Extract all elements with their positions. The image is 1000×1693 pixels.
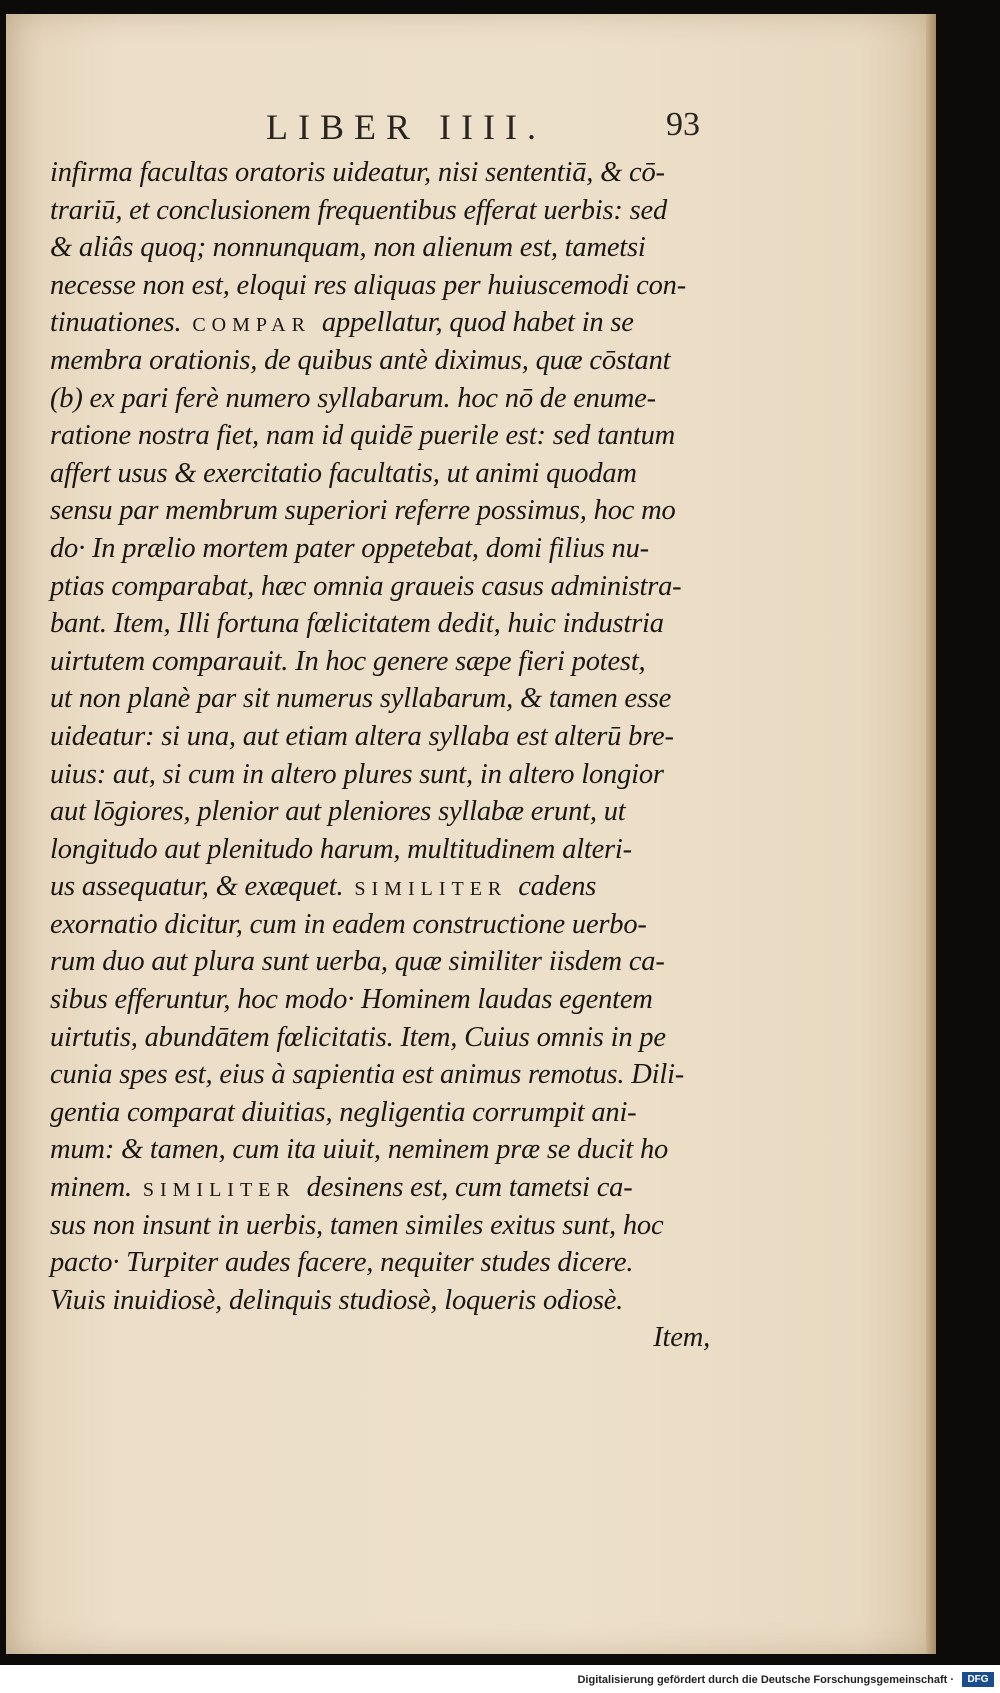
text-segment: pacto· Turpiter audes facere, nequiter studes dicere. <box>50 1247 634 1279</box>
text-segment: affert usus & exercitatio facultatis, ut animi quodam <box>50 457 637 489</box>
text-segment: ptias comparabat, hæc omnia graueis casus administra- <box>50 570 682 602</box>
text-segment: (b) ex pari ferè numero syllabarum. hoc nō de enume- <box>50 382 656 414</box>
small-caps-term: COMPAR <box>192 314 311 337</box>
text-segment: sus non insunt in uerbis, tamen similes exitus sunt, hoc <box>50 1209 664 1241</box>
text-segment: appellatur, quod habet in se <box>314 307 634 339</box>
text-segment: membra orationis, de quibus antè diximus, quæ cōstant <box>50 344 671 376</box>
text-line <box>50 1131 710 1169</box>
text-segment: uius: aut, si cum in altero plures sunt, in altero longior <box>50 758 664 790</box>
text-segment: tinuationes. <box>50 307 189 339</box>
catchword: Item, <box>653 1322 710 1354</box>
text-segment: do· In prælio mortem pater oppetebat, domi filius nu- <box>50 532 649 564</box>
text-line <box>50 605 710 643</box>
text-line <box>50 455 710 493</box>
text-line <box>50 831 710 869</box>
text-segment: rum duo aut plura sunt uerba, quæ similiter iisdem ca- <box>50 946 665 978</box>
text-segment: bant. Item, Illi fortuna fœlicitatem dedit, huic industria <box>50 608 664 640</box>
digitization-credit: Digitalisierung gefördert durch die Deutsche Forschungsgemeinschaft · <box>577 1674 954 1686</box>
text-line <box>50 981 710 1019</box>
text-segment: uirtutem comparauit. In hoc genere sæpe fieri potest, <box>50 645 646 677</box>
text-segment: us assequatur, & exæquet. <box>50 871 351 903</box>
text-line <box>50 906 710 944</box>
text-line <box>50 304 710 342</box>
text-segment: & aliâs quoq; nonnunquam, non alienum est, tametsi <box>50 232 646 264</box>
page-number: 93 <box>666 106 700 143</box>
text-line <box>50 530 710 568</box>
text-segment: uirtutis, abundātem fœlicitatis. Item, Cuius omnis in pe <box>50 1021 666 1053</box>
text-line <box>50 1169 710 1207</box>
text-line <box>50 718 710 756</box>
text-line <box>50 1056 710 1094</box>
text-segment: infirma facultas oratoris uideatur, nisi sententiā, & cō- <box>50 157 665 188</box>
dfg-logo: DFG <box>962 1672 994 1687</box>
text-segment: gentia comparat diuitias, negligentia corrumpit ani- <box>50 1096 637 1128</box>
text-line <box>50 417 710 455</box>
text-line <box>50 568 710 606</box>
small-caps-term: SIMILITER <box>354 878 508 901</box>
text-segment: minem. <box>50 1172 139 1204</box>
text-line <box>50 868 710 906</box>
text-segment: cunia spes est, eius à sapientia est animus remotus. Dili- <box>50 1059 685 1091</box>
text-line <box>50 943 710 981</box>
text-segment: sensu par membrum superiori referre possimus, hoc mo <box>50 495 676 527</box>
text-line <box>50 229 710 267</box>
text-segment: sibus efferuntur, hoc modo· Hominem laudas egentem <box>50 984 653 1016</box>
text-line <box>50 793 710 831</box>
text-segment: longitudo aut plenitudo harum, multitudinem alteri- <box>50 833 632 865</box>
book-title: LIBER IIII. <box>266 107 546 147</box>
page-edge <box>926 14 936 1654</box>
text-line <box>50 267 710 305</box>
text-line <box>50 1282 710 1320</box>
text-segment: uideatur: si una, aut etiam altera syllaba est alterū bre- <box>50 720 674 752</box>
text-segment: exornatio dicitur, cum in eadem constructione uerbo- <box>50 908 647 940</box>
text-segment: ut non planè par sit numerus syllabarum, & tamen esse <box>50 683 672 715</box>
text-line <box>50 154 710 192</box>
text-segment: cadens <box>511 871 597 903</box>
text-line <box>50 1094 710 1132</box>
text-line <box>50 643 710 681</box>
text-line <box>50 192 710 230</box>
text-segment: ratione nostra fiet, nam id quidē puerile est: sed tantum <box>50 420 676 452</box>
text-segment: desinens est, cum tametsi ca- <box>299 1172 633 1204</box>
text-line <box>50 380 710 418</box>
text-segment: necesse non est, eloqui res aliquas per huiuscemodi con- <box>50 269 686 301</box>
text-segment: aut lōgiores, plenior aut pleniores syllabæ erunt, ut <box>50 796 626 828</box>
text-line <box>50 756 710 794</box>
text-line <box>50 342 710 380</box>
text-segment: trariū, et conclusionem frequentibus efferat uerbis: sed <box>50 194 668 226</box>
text-line <box>50 1019 710 1057</box>
small-caps-term: SIMILITER <box>142 1179 296 1202</box>
text-segment: Viuis inuidiosè, delinquis studiosè, loqueris odiosè. <box>50 1284 624 1316</box>
text-line <box>50 492 710 530</box>
text-segment: mum: & tamen, cum ita uiuit, neminem præ se ducit ho <box>50 1134 669 1166</box>
text-line <box>50 1207 710 1245</box>
running-head <box>6 106 936 152</box>
text-line <box>50 680 710 718</box>
body-text <box>50 154 710 1357</box>
text-line <box>50 1244 710 1282</box>
book-page <box>6 14 936 1654</box>
